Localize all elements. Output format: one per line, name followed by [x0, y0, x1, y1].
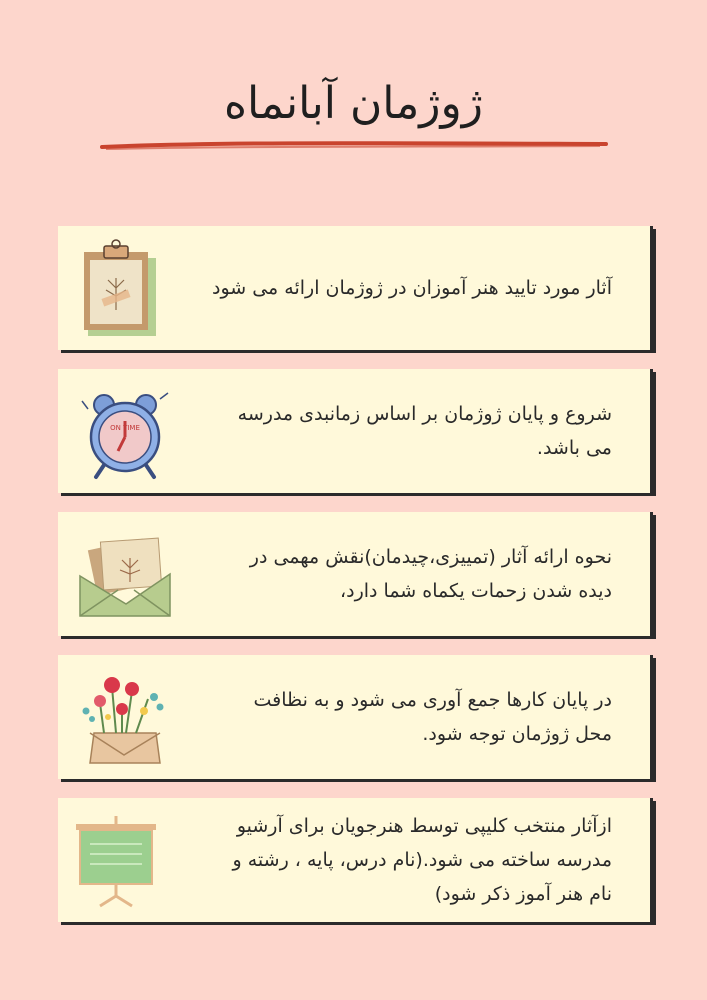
presentation-board-icon	[74, 810, 174, 910]
flower-envelope-icon	[74, 667, 174, 767]
card-2	[58, 369, 653, 493]
alarm-clock-icon	[74, 381, 174, 481]
title-underline	[100, 138, 608, 152]
page-title: ژوژمان آبانماه	[223, 78, 484, 129]
envelope-photos-icon	[74, 524, 174, 624]
card-5	[58, 798, 653, 922]
card-4-text: در پایان کارها جمع آوری می شود و به نظافت محل ژوژمان توجه شود.	[253, 689, 612, 745]
card-4	[58, 655, 653, 779]
card-2-text: شروع و پایان ژوژمان بر اساس زمانبدی مدرسه می باشد.	[237, 403, 612, 459]
clock-label: ON TIME	[110, 424, 140, 432]
clipboard-icon	[74, 238, 174, 338]
card-1	[58, 226, 653, 350]
card-3	[58, 512, 653, 636]
card-1-text: آثار مورد تایید هنر آموزان در ژوژمان ارائه می شود	[211, 277, 612, 299]
card-5-text: ازآثار منتخب کلیپی توسط هنرجویان برای آرشیو مدرسه ساخته می شود.(نام درس، پایه ، رشته و نام هنر آموز ذکر شود)	[232, 815, 612, 905]
card-3-text: نحوه ارائه آثار (تمییزی،چیدمان)نقش مهمی در دیده شدن زحمات یکماه شما دارد،	[249, 546, 612, 602]
